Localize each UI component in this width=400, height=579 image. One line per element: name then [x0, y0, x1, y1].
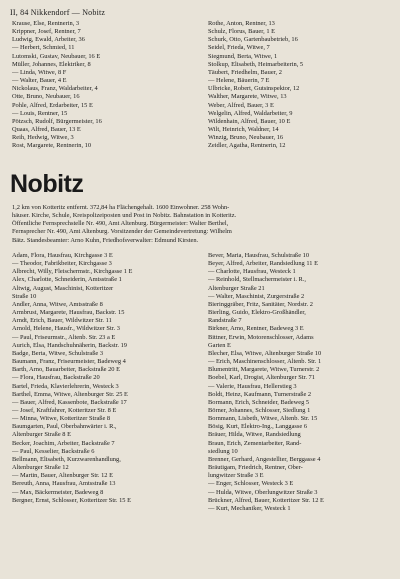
directory-entry: Ulbricke, Robert, Gutsinspektor, 12 [208, 85, 300, 93]
directory-entry: — Walter, Bauer, 4 E [12, 77, 67, 85]
directory-entry: — Hulda, Witwe, Oberlungwitzer Straße 3 [208, 488, 318, 496]
directory-entry: Zeidler, Agatha, Rentnerin, 12 [208, 142, 286, 150]
directory-entry: Randstraße 7 [208, 317, 242, 325]
top-right-column [208, 20, 392, 151]
directory-entry: Täubert, Friedhelm, Bauer, 2 [208, 68, 282, 76]
directory-entry: Müller, Johannes, Elektriker, 8 [12, 60, 91, 68]
directory-entry: Seidel, Frieda, Witwe, 7 [208, 44, 270, 52]
intro-paragraph [12, 204, 392, 245]
directory-entry: Baumgarten, Paul, Oberbahnwärter i. R., [12, 423, 117, 431]
directory-entry: Rost, Margarete, Rentnerin, 10 [12, 142, 92, 150]
directory-entry: Beyer, Alfred, Arbeiter, Randsiedlung 11 E [208, 260, 318, 268]
directory-entry: Bieringgräber, Fritz, Sanitäter, Nordstr. 2 [208, 300, 313, 308]
directory-entry: — Flora, Hausfrau, Backstraße 20 [12, 374, 100, 382]
directory-entry: Börner, Johannes, Schlosser, Siedlung 1 [208, 406, 311, 414]
directory-entry: Altenburger Straße 21 [208, 284, 265, 292]
top-columns [12, 20, 392, 151]
directory-entry: Armbrust, Margarete, Hausfrau, Backstr. 15 [12, 309, 125, 317]
directory-entry: Straße 10 [12, 292, 37, 300]
directory-entry: Wilt, Heinrich, Waldner, 14 [208, 126, 279, 134]
directory-entry: Aurich, Elsa, Handschuhnäherin, Backstr. 19 [12, 341, 128, 349]
directory-entry: Ludwig, Ewald, Arbeiter, 36 [12, 36, 85, 44]
directory-entry: Nickolaus, Franz, Waldarbeiter, 4 [12, 85, 98, 93]
directory-entry: Adam, Flora, Hausfrau, Kirchgasse 3 E [12, 252, 113, 259]
directory-entry: Baumann, Franz, Friseurmeister, Badeweg 4 [12, 358, 126, 366]
running-head: II, 84 Nikkendorf — Nobitz [10, 8, 106, 17]
directory-entry: Garten E [208, 341, 231, 349]
directory-entry: Siegmund, Berta, Witwe, 1 [208, 52, 278, 60]
directory-entry: Bormann, Erich, Schneider, Badeweg 5 [208, 398, 310, 406]
directory-entry: Schulz, Florus, Bauer, 1 E [208, 28, 276, 36]
directory-entry: Braun, Erich, Zementarbeiter, Rand- [208, 439, 302, 447]
directory-entry: Barthel, Emma, Witwe, Altenburger Str. 25 E [12, 390, 128, 398]
directory-entry: Bergner, Ernst, Schlosser, Kotteritzer Str. 15 E [12, 496, 131, 504]
directory-entry: — Paul, Friseurmstr., Altenb. Str. 23 a E [12, 333, 116, 341]
directory-entry: Andler, Anna, Witwe, Amtsstraße 8 [12, 300, 103, 308]
directory-entry: — Enger, Schlosser, Westeck 3 E [208, 480, 294, 488]
directory-entry: Reih, Hedwig, Witwe, 3 [12, 134, 74, 142]
directory-entry: Wildenhain, Alfred, Bauer, 10 E [208, 117, 291, 125]
directory-entry: Bösig, Kurt, Elektro-Ing., Langgasse 6 [208, 423, 308, 431]
directory-entry: Arnold, Helene, Hausfr., Wildwitzer Str. 3 [12, 325, 120, 333]
directory-entry: siedlung 10 [208, 447, 238, 455]
directory-entry: Badge, Berta, Witwe, Schulstraße 3 [12, 349, 104, 357]
directory-entry: Birkner, Arno, Rentner, Badeweg 3 E [208, 325, 304, 333]
directory-entry: — Paul, Kesselier, Backstraße 6 [12, 447, 95, 455]
directory-entry: Albrecht, Willy, Fleischermstr., Kirchgasse 1 E [12, 268, 133, 276]
directory-entry: Arndt, Erich, Bauer, Wildwitzer Str. 11 [12, 317, 112, 325]
directory-entry: — Theodor, Fabrikbeiter, Kirchgasse 3 [12, 260, 112, 268]
directory-entry: Bätz. Standesbeamter: Arno Kuhn, Friedhofsverwalter: Edmund Kirsten. [12, 236, 199, 244]
directory-entry: — Bauer, Alfred, Kassenbote, Backstraße 17 [12, 398, 127, 406]
directory-entry: Bräutigam, Friedrich, Rentner, Ober- [208, 464, 303, 472]
directory-entry: Rothe, Anton, Rentner, 13 [208, 20, 275, 27]
directory-entry: Öffentliche Fernsprechstelle Nr. 490, Amt Altenburg. Bürgermeister: Walter Berthel, [12, 220, 229, 228]
directory-entry: Weber, Alfred, Bauer, 3 E [208, 101, 274, 109]
directory-entry: — Max, Bäckermeister, Badeweg 8 [12, 488, 104, 496]
directory-entry: Bierling, Guido, Elektro-Großhändler, [208, 309, 306, 317]
directory-entry: Schurk, Otto, Gartenbaubetrieb, 16 [208, 36, 298, 44]
directory-entry: — Helene, Bäuerin, 7 E [208, 77, 270, 85]
top-left-column [12, 20, 196, 151]
directory-entry: — Minna, Witwe, Kotteritzer Straße 8 [12, 415, 111, 423]
directory-entry: — Linda, Witwe, 8 F [12, 68, 67, 76]
directory-entry: — Martin, Bauer, Altenburger Str. 12 E [12, 472, 113, 480]
directory-entry: Bever, Maria, Hausfrau, Schulstraße 10 [208, 252, 310, 259]
directory-entry: 1,2 km von Kotteritz entfernt. 372,84 ha Flächengehalt. 1600 Einwohner. 258 Wohn- [12, 204, 230, 211]
directory-entry: Altwig, August, Maschinist, Kotteritzer [12, 284, 114, 292]
directory-entry: — Herbert, Schmied, 11 [12, 44, 75, 52]
directory-entry: Walther, Margarete, Witwe, 13 [208, 93, 287, 101]
directory-entry: häuser. Kirche, Schule, Kreispolizeiposten und Post in Nobitz. Bahnstation in Kotteritz. [12, 212, 237, 220]
directory-entry: Pötzsch, Rudolf, Bürgermeister, 16 [12, 117, 102, 125]
directory-entry: Blumentritt, Margarete, Witwe, Turnerstr. 2 [208, 366, 320, 374]
bottom-left-column [12, 252, 196, 513]
directory-entry: Becker, Joachim, Arbeiter, Backstraße 7 [12, 439, 115, 447]
directory-entry: — Erich, Maschinenschlosser, Altenb. Str. 1 [208, 358, 322, 366]
directory-entry: — Walter, Maschinist, Zurgerstraße 2 [208, 292, 305, 300]
directory-entry: — Kurt, Mechaniker, Westeck 1 [208, 504, 291, 512]
directory-entry: Barth, Arno, Bauarbeiter, Backstraße 20 E [12, 366, 120, 374]
bottom-right-column [208, 252, 392, 513]
directory-entry: Boldt, Heinz, Kaufmann, Turnerstraße 2 [208, 390, 312, 398]
directory-entry: Quaas, Alfred, Bauer, 13 E [12, 126, 81, 134]
directory-entry: Brückner, Alfred, Bauer, Kotteritzer Str. 12 E [208, 496, 324, 504]
directory-entry: Bartel, Frieda, Klavierlehrerin, Westeck 3 [12, 382, 119, 390]
directory-entry: — Charlotte, Hausfrau, Westeck 1 [208, 268, 296, 276]
directory-entry: — Louis, Rentner, 15 [12, 109, 68, 117]
directory-entry: Otte, Bruno, Neubauer, 16 [12, 93, 80, 101]
directory-entry: Bittner, Erwin, Motorenschlosser, Adams [208, 333, 314, 341]
directory-entry: Bräuer, Hilda, Witwe, Randsiedlung [208, 431, 301, 439]
directory-entry: Winzig, Bruno, Neubauer, 16 [208, 134, 284, 142]
bottom-columns [12, 252, 392, 513]
directory-entry: Bornmann, Lisbeth, Witwe, Altenb. Str. 15 [208, 415, 318, 423]
directory-entry: — Reinhold, Stellmachermeister i. R., [208, 276, 306, 284]
directory-entry: Altenburger Straße 12 [12, 464, 69, 472]
directory-entry: Krause, Else, Rentnerin, 3 [12, 20, 80, 27]
directory-entry: Bereuth, Anna, Hausfrau, Amtsstraße 13 [12, 480, 116, 488]
directory-entry: Bellmann, Elisabeth, Kurzwarenhandlung, [12, 455, 121, 463]
directory-entry: Lutomski, Gustav, Neubauer, 16 E [12, 52, 101, 60]
directory-entry: Alex, Charlotte, Schneiderin, Amtsstraße 1 [12, 276, 122, 284]
directory-entry: Altenburger Straße 8 E [12, 431, 71, 439]
directory-entry: lungwitzer Straße 3 E [208, 472, 264, 480]
section-title: Nobitz [10, 170, 84, 198]
directory-entry: Fernsprecher Nr. 490, Amt Altenburg. Vorsitzender der Gemeindevertretung: Wilhelm [12, 228, 232, 236]
directory-entry: Krippner, Josef, Rentner, 7 [12, 28, 81, 36]
directory-entry: Welgelin, Alfred, Waldarbeiter, 9 [208, 109, 293, 117]
directory-entry: Brenner, Gerhard, Angestellter, Berggasse 4 [208, 455, 321, 463]
directory-entry: — Valerie, Hausfrau, Hellerstieg 3 [208, 382, 297, 390]
directory-entry: Stolkup, Elisabeth, Heimarbeiterin, 5 [208, 60, 304, 68]
directory-entry: Boebel, Karl, Drogist, Altenburger Str. 71 [208, 374, 315, 382]
directory-entry: Blecher, Elsa, Witwe, Altenburger Straße 10 [208, 349, 322, 357]
directory-entry: Pohle, Alfred, Erdarbeiter, 15 E [12, 101, 93, 109]
directory-entry: — Josef, Kraftfahrer, Kotteritzer Str. 8 E [12, 406, 117, 414]
